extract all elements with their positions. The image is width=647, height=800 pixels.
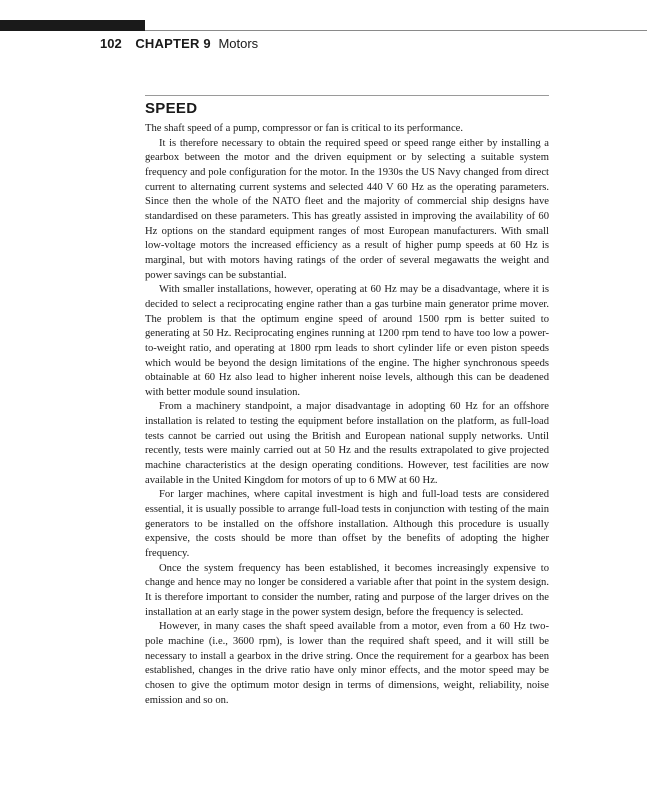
running-head: [100, 36, 258, 51]
paragraph: From a machinery standpoint, a major disadvantage in adopting 60 Hz for an offshore installation is related to testing the equipment before installation on the platform, as full-load tests cannot be carried out using the British and European national supply networks. Until recently, tests were mainly carried out at 50 Hz and the results extrapolated to give projected machine characteristics at the design operating conditions. However, test facilities are now available in the United Kingdom for motors of up to 6 MW at 60 Hz.: [145, 401, 549, 486]
paragraph: It is therefore necessary to obtain the required speed or speed range either by installing a gearbox between the motor and the driven equipment or by selecting a suitable system frequency and pole configuration for the motor. In the 1930s the US Navy changed from direct current to alternating current systems and selected 440 V 60 Hz as the operating parameters. Since then the whole of the NATO fleet and the majority of commercial ship designs have standardised on these parameters. This has greatly assisted in improving the availability of 60 Hz options on the standard equipment ranges of most European manufacturers. With small low-voltage motors the increased efficiency as a result of higher pump speeds at 60 Hz is marginal, but with motors having ratings of the order of several megawatts the weight and power savings can be substantial.: [145, 137, 549, 281]
paragraph: The shaft speed of a pump, compressor or fan is critical to its performance.: [145, 123, 463, 134]
header-black-bar: [0, 20, 145, 31]
section-divider: [145, 95, 549, 96]
chapter-label: CHAPTER 9: [135, 36, 211, 51]
chapter-title: Motors: [218, 36, 259, 51]
body-text: [145, 122, 549, 708]
paragraph: For larger machines, where capital investment is high and full-load tests are considered essential, it is usually possible to arrange full-load tests in conjunction with testing of the main generators to be installed on the offshore installation. Although this procedure is usually expensive, the costs should be more than offset by the benefits of adopting the higher frequency.: [145, 489, 549, 560]
paragraph: With smaller installations, however, operating at 60 Hz may be a disadvantage, where it is decided to select a reciprocating engine rather than a gas turbine main generator prime mover. The problem is that the optimum engine speed of around 1500 rpm is better suited to generating at 50 Hz. Reciprocating engines running at 1200 rpm tend to have too low a power-to-weight ratio, and operating at 1800 rpm leads to short cylinder life or even piston speeds which would be beyond the design limitations of the engine. The higher synchronous speeds obtainable at 60 Hz also lead to higher inherent noise levels, although this can be deadened with better module sound insulation.: [145, 284, 549, 398]
page-number: 102: [100, 36, 122, 51]
paragraph: However, in many cases the shaft speed available from a motor, even from a 60 Hz two-pole machine (i.e., 3600 rpm), is lower than the required shaft speed, and it will still be necessary to install a gearbox in the drive string. Once the requirement for a gearbox has been established, changes in the drive ratio have only minor effects, and the motor speed may be chosen to give the optimum motor design in terms of dimensions, weight, reliability, noise emission and so on.: [145, 621, 549, 706]
paragraph: Once the system frequency has been established, it becomes increasingly expensive to change and hence may no longer be considered a variable after that point in the system design. It is therefore important to consider the number, rating and purpose of the larger drives on the installation at an early stage in the power system design, before the frequency is selected.: [145, 562, 549, 618]
section-heading: SPEED: [145, 100, 198, 117]
header-rule: [145, 30, 647, 31]
